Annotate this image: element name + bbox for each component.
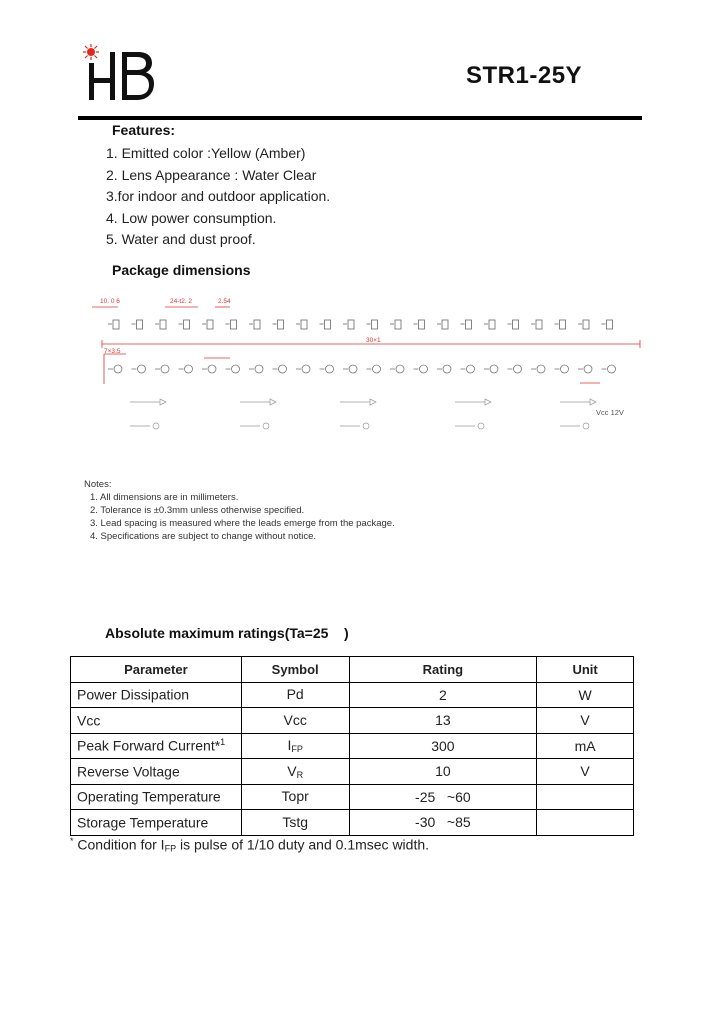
column-header: Symbol — [241, 657, 349, 683]
led-top-mark — [231, 320, 237, 329]
column-header: Parameter — [71, 657, 242, 683]
led-side-mark — [232, 365, 240, 373]
logo-sun-icon — [83, 44, 99, 60]
features-heading: Features: — [112, 122, 176, 138]
cell-parameter: Peak Forward Current*$^1$ — [71, 733, 242, 759]
led-top-mark — [560, 320, 566, 329]
cell-rating: 10 — [349, 759, 537, 785]
feature-item: 3.for indoor and outdoor application. — [106, 188, 331, 205]
dim-label: 24-t2. 2 — [170, 298, 193, 305]
led-top-mark — [207, 320, 213, 329]
led-side-mark — [326, 365, 334, 373]
led-top-mark — [325, 320, 331, 329]
cell-symbol: $I_{FP}$ — [241, 733, 349, 759]
led-top-mark — [442, 320, 448, 329]
led-side-mark — [279, 365, 287, 373]
feature-item: 5. Water and dust proof. — [106, 231, 256, 248]
note-item: 3. Lead spacing is measured where the leads emerge from the package. — [90, 518, 395, 529]
feature-item: 1. Emitted color :Yellow (Amber) — [106, 145, 306, 161]
ratings-footnote — [70, 836, 429, 854]
led-side-mark — [255, 365, 263, 373]
feature-item: 2. Lens Appearance : Water Clear — [106, 166, 317, 183]
led-side-mark — [114, 365, 122, 373]
ratings-table — [70, 656, 634, 836]
led-side-mark — [514, 365, 522, 373]
cell-unit: mA — [537, 733, 634, 759]
note-item: 2. Tolerance is ±0.3mm unless otherwise specified. — [90, 505, 305, 516]
table-header-row — [71, 657, 634, 683]
table-row — [71, 708, 634, 734]
led-side-mark — [185, 365, 193, 373]
part-number: STR1-25Y — [466, 62, 583, 89]
led-side-mark — [584, 365, 592, 373]
cell-rating: 2 — [349, 682, 537, 708]
cell-parameter: Vcc — [71, 708, 242, 734]
cell-unit — [537, 810, 634, 836]
led-top-mark — [466, 320, 472, 329]
cell-symbol: Topr — [241, 784, 349, 810]
led-top-mark — [278, 320, 284, 329]
led-top-mark — [160, 320, 166, 329]
led-top-mark — [395, 320, 401, 329]
cell-symbol: Tstg — [241, 810, 349, 836]
led-top-mark — [419, 320, 425, 329]
cell-rating: -30 ~85 — [349, 810, 537, 836]
led-top-mark — [137, 320, 143, 329]
cell-symbol: Pd — [241, 682, 349, 708]
led-side-mark — [537, 365, 545, 373]
led-strip-top-view — [108, 320, 613, 329]
cell-parameter: Operating Temperature — [71, 784, 242, 810]
footnote-text: is pulse of 1/10 duty and 0.1msec width. — [176, 836, 430, 853]
column-header: Rating — [349, 657, 537, 683]
led-top-mark — [372, 320, 378, 329]
led-side-mark — [208, 365, 216, 373]
led-top-mark — [184, 320, 190, 329]
dim-label: 7×3.5 — [104, 348, 121, 355]
led-side-mark — [443, 365, 451, 373]
led-side-mark — [373, 365, 381, 373]
column-header: Unit — [537, 657, 634, 683]
footnote-text: Condition for I — [73, 836, 165, 853]
features-list — [106, 143, 330, 251]
led-side-mark — [161, 365, 169, 373]
table-row — [71, 784, 634, 810]
feature-item: 4. Low power consumption. — [106, 209, 277, 226]
company-logo — [80, 44, 160, 102]
cell-symbol: Vcc — [241, 708, 349, 734]
package-dimensions-heading: Package dimensions — [112, 262, 251, 278]
led-top-mark — [301, 320, 307, 329]
led-strip-side-view — [108, 365, 616, 373]
header-divider — [78, 116, 642, 120]
led-top-mark — [254, 320, 260, 329]
dim-label: 2.54 — [218, 298, 231, 305]
led-top-mark — [513, 320, 519, 329]
led-side-mark — [349, 365, 357, 373]
cell-rating: 300 — [349, 733, 537, 759]
cell-rating: 13 — [349, 708, 537, 734]
footnote-subscript: FP — [164, 843, 177, 854]
cell-unit: V — [537, 708, 634, 734]
cell-parameter: Reverse Voltage — [71, 759, 242, 785]
package-dimension-drawing — [70, 280, 650, 440]
led-side-mark — [467, 365, 475, 373]
logo-hb-mark — [89, 52, 154, 100]
led-side-mark — [490, 365, 498, 373]
led-side-mark — [138, 365, 146, 373]
led-top-mark — [348, 320, 354, 329]
notes-section — [84, 478, 395, 543]
led-top-mark — [113, 320, 119, 329]
wiring-diagram — [130, 399, 596, 429]
table-row — [71, 759, 634, 785]
cell-rating: -25 ~60 — [349, 784, 537, 810]
notes-title: Notes: — [84, 479, 112, 490]
supply-voltage-label: Vcc 12V — [596, 408, 624, 417]
led-top-mark — [583, 320, 589, 329]
led-side-mark — [420, 365, 428, 373]
note-item: 4. Specifications are subject to change without notice. — [90, 531, 317, 542]
led-side-mark — [561, 365, 569, 373]
note-item: 1. All dimensions are in millimeters. — [90, 492, 239, 503]
led-top-mark — [489, 320, 495, 329]
cell-unit: W — [537, 682, 634, 708]
table-row — [71, 733, 634, 759]
led-side-mark — [608, 365, 616, 373]
ratings-heading: Absolute maximum ratings(Ta=25 ) — [105, 625, 349, 641]
cell-parameter: Power Dissipation — [71, 682, 242, 708]
table-row — [71, 810, 634, 836]
cell-unit — [537, 784, 634, 810]
cell-symbol: $V_R$ — [241, 759, 349, 785]
cell-parameter: Storage Temperature — [71, 810, 242, 836]
dim-label: 10. 0 6 — [100, 298, 120, 305]
dim-label: 30×1 — [366, 337, 381, 344]
cell-unit: V — [537, 759, 634, 785]
led-side-mark — [396, 365, 404, 373]
led-side-mark — [302, 365, 310, 373]
led-top-mark — [536, 320, 542, 329]
led-top-mark — [607, 320, 613, 329]
footnote-mark: * — [70, 836, 74, 846]
table-row — [71, 682, 634, 708]
